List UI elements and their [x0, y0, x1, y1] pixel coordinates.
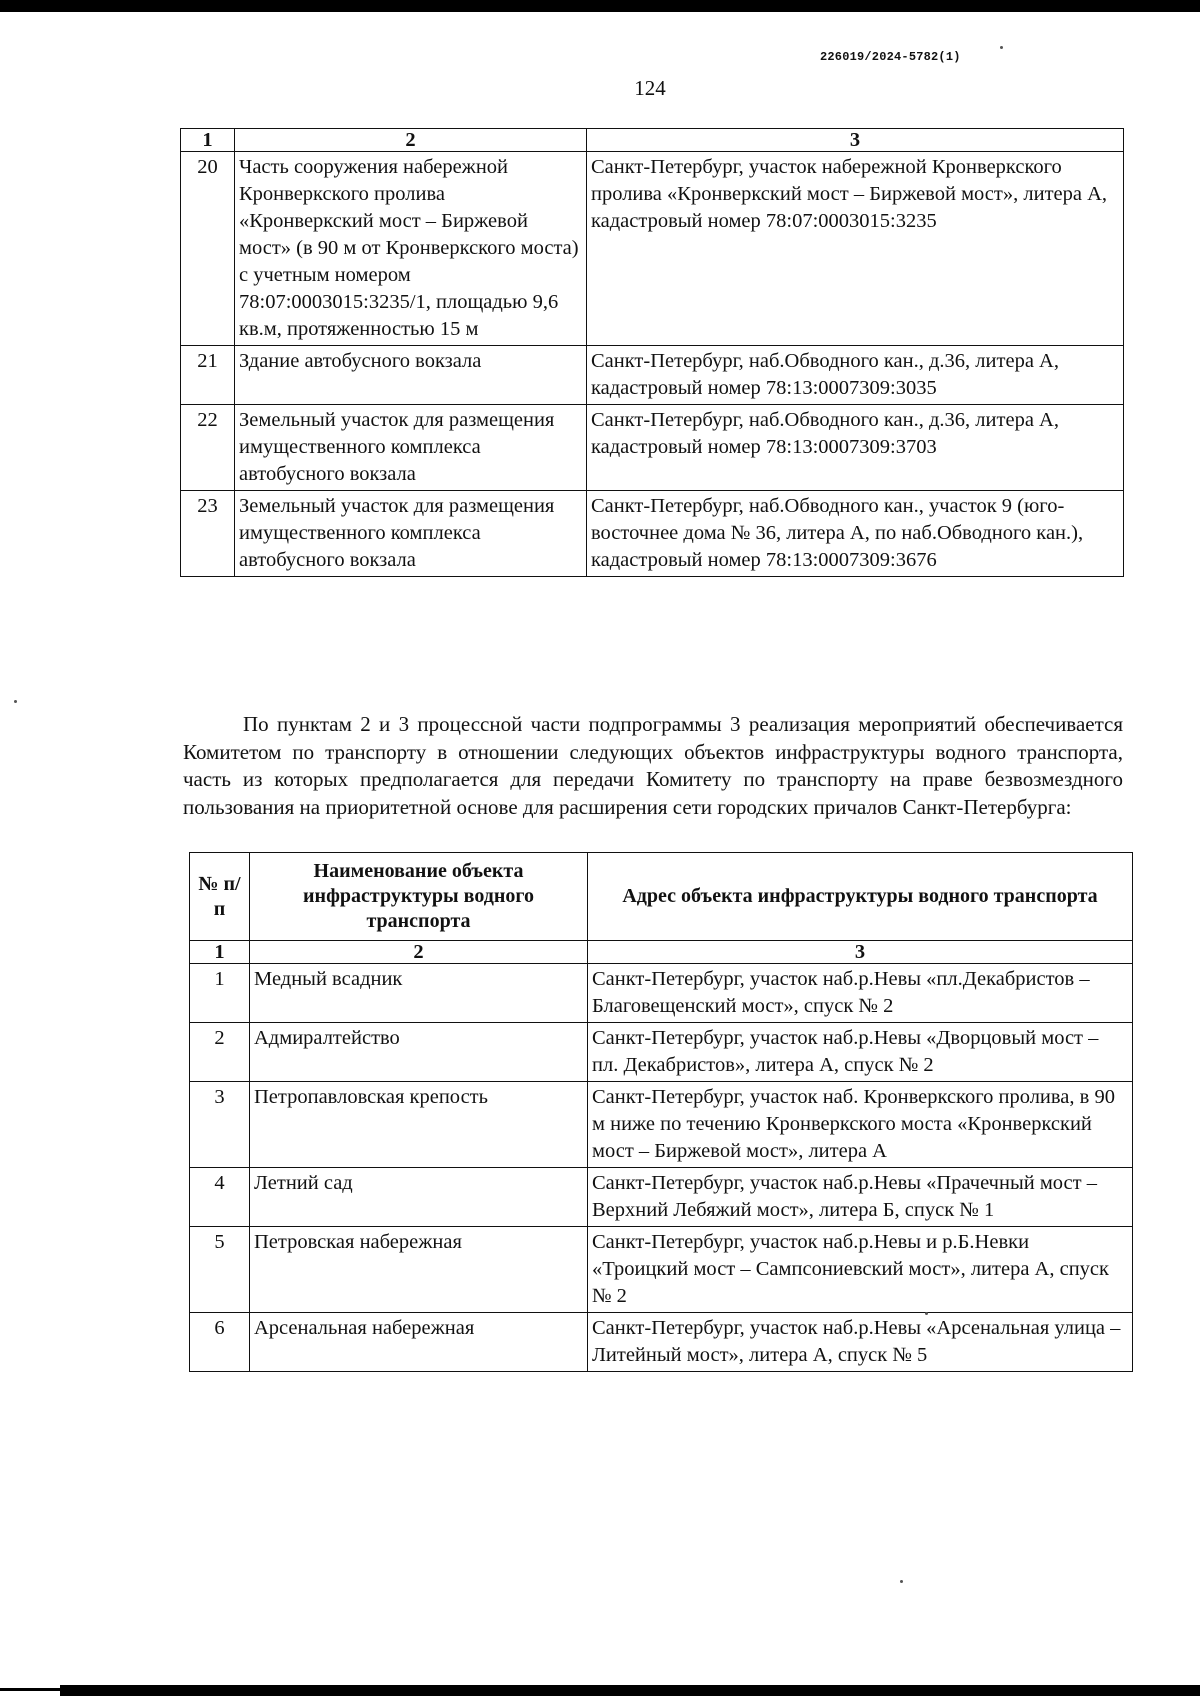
scan-speck	[925, 1312, 928, 1315]
row-number: 22	[181, 405, 235, 491]
table-row	[190, 964, 1133, 1023]
row-number: 6	[190, 1313, 250, 1372]
object-name: Часть сооружения набережной Кронверкского пролива «Кронверкский мост – Биржевой мост» (в 90 м от Кронверкского моста) с учетным номером 78:07:0003015:3235/1, площадью 9,6 кв.м, протяженностью 15 м	[235, 152, 587, 346]
table-row	[181, 405, 1124, 491]
table-row	[190, 1082, 1133, 1168]
scan-speck	[1000, 46, 1003, 49]
row-number: 4	[190, 1168, 250, 1227]
objects-table-continued	[180, 128, 1124, 577]
table-row	[181, 346, 1124, 405]
object-address: Санкт-Петербург, участок наб.р.Невы «пл.Декабристов – Благовещенский мост», спуск № 2	[588, 964, 1133, 1023]
scan-speck	[14, 700, 17, 703]
column-number: 1	[190, 941, 250, 964]
object-address: Санкт-Петербург, наб.Обводного кан., д.36, литера А, кадастровый номер 78:13:0007309:3035	[587, 346, 1124, 405]
column-number: 3	[587, 129, 1124, 152]
column-number-row	[190, 941, 1133, 964]
table-header-row	[190, 853, 1133, 941]
row-number: 3	[190, 1082, 250, 1168]
table-row	[190, 1227, 1133, 1313]
object-name: Арсенальная набережная	[250, 1313, 588, 1372]
scan-border-bottom	[60, 1685, 1200, 1696]
column-number: 3	[588, 941, 1133, 964]
column-number: 2	[250, 941, 588, 964]
table-row	[190, 1023, 1133, 1082]
header-number: № п/п	[190, 853, 250, 941]
object-name: Земельный участок для размещения имущественного комплекса автобусного вокзала	[235, 405, 587, 491]
table-row	[181, 491, 1124, 577]
row-number: 5	[190, 1227, 250, 1313]
object-address: Санкт-Петербург, участок наб.р.Невы «Дворцовый мост – пл. Декабристов», литера А, спуск № 2	[588, 1023, 1133, 1082]
object-name: Петропавловская крепость	[250, 1082, 588, 1168]
row-number: 20	[181, 152, 235, 346]
object-name: Медный всадник	[250, 964, 588, 1023]
table-row	[190, 1168, 1133, 1227]
column-number-row	[181, 129, 1124, 152]
object-address: Санкт-Петербург, участок наб.р.Невы «Арсенальная улица – Литейный мост», литера А, спуск № 5	[588, 1313, 1133, 1372]
column-number: 2	[235, 129, 587, 152]
page-number: 124	[634, 76, 666, 100]
object-name: Адмиралтейство	[250, 1023, 588, 1082]
object-address: Санкт-Петербург, наб.Обводного кан., д.36, литера А, кадастровый номер 78:13:0007309:3703	[587, 405, 1124, 491]
object-address: Санкт-Петербург, участок наб.р.Невы «Прачечный мост – Верхний Лебяжий мост», литера Б, спуск № 1	[588, 1168, 1133, 1227]
row-number: 1	[190, 964, 250, 1023]
object-name: Летний сад	[250, 1168, 588, 1227]
row-number: 2	[190, 1023, 250, 1082]
table-row	[190, 1313, 1133, 1372]
object-name: Здание автобусного вокзала	[235, 346, 587, 405]
object-address: Санкт-Петербург, участок набережной Кронверкского пролива «Кронверкский мост – Биржевой мост», литера А, кадастровый номер 78:07:0003015:3235	[587, 152, 1124, 346]
scan-speck	[900, 1580, 903, 1583]
column-number: 1	[181, 129, 235, 152]
header-object-name: Наименование объекта инфраструктуры водного транспорта	[250, 853, 588, 941]
object-address: Санкт-Петербург, наб.Обводного кан., участок 9 (юго-восточнее дома № 36, литера А, по наб.Обводного кан.), кадастровый номер 78:13:0007309:3676	[587, 491, 1124, 577]
body-paragraph: По пунктам 2 и 3 процессной части подпрограммы 3 реализация мероприятий обеспечивается Комитетом по транспорту в отношении следующих объектов инфраструктуры водного транспорта, часть из которых предполагается для передачи Комитету по транспорту на праве безвозмездного пользования на приоритетной основе для расширения сети городских причалов Санкт-Петербурга:	[183, 712, 1123, 819]
scan-border-fragment	[0, 1688, 60, 1691]
object-address: Санкт-Петербург, участок наб.р.Невы и р.Б.Невки «Троицкий мост – Сампсониевский мост», литера А, спуск № 2	[588, 1227, 1133, 1313]
registration-stamp: 226019/2024-5782(1)	[820, 50, 961, 64]
water-transport-objects-table	[189, 852, 1133, 1372]
row-number: 21	[181, 346, 235, 405]
object-name: Земельный участок для размещения имущественного комплекса автобусного вокзала	[235, 491, 587, 577]
object-address: Санкт-Петербург, участок наб. Кронверкского пролива, в 90 м ниже по течению Кронверкского моста «Кронверкский мост – Биржевой мост», литера А	[588, 1082, 1133, 1168]
scan-border-top	[0, 0, 1200, 12]
table-row	[181, 152, 1124, 346]
object-name: Петровская набережная	[250, 1227, 588, 1313]
row-number: 23	[181, 491, 235, 577]
header-object-address: Адрес объекта инфраструктуры водного транспорта	[588, 853, 1133, 941]
